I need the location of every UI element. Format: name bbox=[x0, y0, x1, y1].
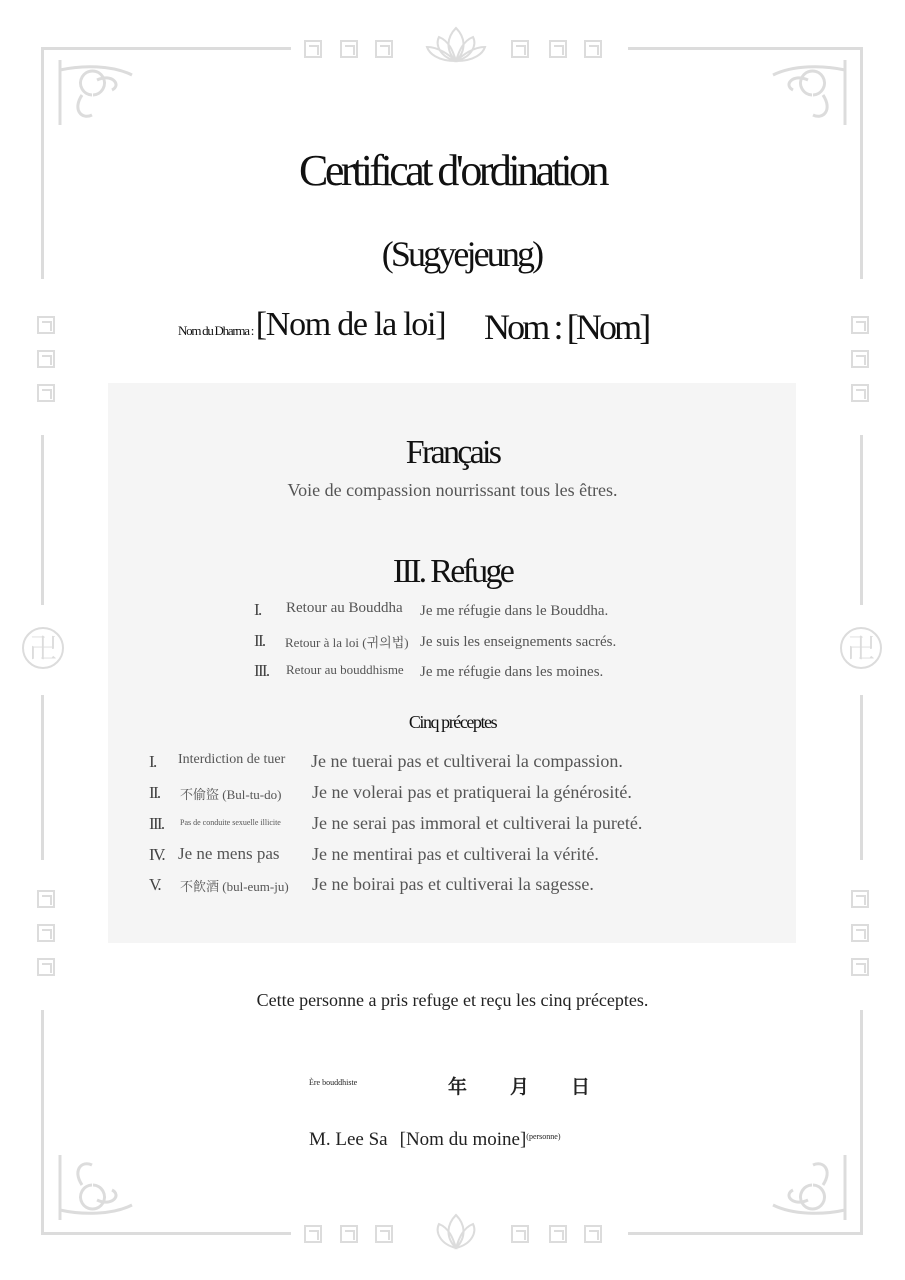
era-label: Ère bouddhiste bbox=[309, 1078, 358, 1087]
name-field bbox=[484, 306, 648, 348]
item-text: Je ne mentirai pas et cultiverai la vérité. bbox=[312, 844, 599, 864]
monk-name[interactable]: [Nom du moine] bbox=[399, 1129, 527, 1150]
item-label: 不飮酒 (bul-eum-ju) bbox=[180, 879, 289, 894]
language-heading: Français bbox=[405, 434, 500, 471]
lotus-icon bbox=[425, 25, 487, 65]
dharma-name-value: [Nom de la loi] bbox=[255, 306, 446, 343]
name-label: Nom : bbox=[484, 307, 561, 347]
meander-icon bbox=[851, 350, 869, 368]
item-label: Retour au bouddhisme bbox=[286, 662, 404, 677]
meander-icon bbox=[304, 1225, 322, 1243]
meander-icon bbox=[37, 890, 55, 908]
name-value: [Nom] bbox=[566, 307, 649, 347]
meander-icon bbox=[851, 316, 869, 334]
item-number: IV. bbox=[149, 845, 164, 864]
meander-icon bbox=[37, 958, 55, 976]
meander-icon bbox=[37, 924, 55, 942]
item-label: Retour au Bouddha bbox=[286, 600, 403, 616]
dharma-name-field bbox=[178, 306, 445, 346]
meander-icon bbox=[851, 890, 869, 908]
certificate-subtitle: (Sugyejeung) bbox=[381, 234, 542, 274]
year-field[interactable]: 年 bbox=[448, 1077, 468, 1098]
refuge-heading: III. Refuge bbox=[392, 553, 513, 590]
item-number: III. bbox=[254, 661, 269, 680]
meander-icon bbox=[549, 40, 567, 58]
signature-line bbox=[309, 1129, 561, 1151]
corner-ornament-icon bbox=[52, 55, 137, 130]
manji-symbol-icon: 卍 bbox=[22, 627, 64, 669]
meander-icon bbox=[851, 958, 869, 976]
item-label: Retour à la loi (귀의법) bbox=[285, 635, 409, 650]
meander-icon bbox=[37, 384, 55, 402]
manji-symbol-icon: 卍 bbox=[840, 627, 882, 669]
item-label: 不偷盜 (Bul-tu-do) bbox=[180, 787, 282, 802]
item-text: Je suis les enseignements sacrés. bbox=[420, 634, 617, 650]
corner-ornament-icon bbox=[52, 1150, 137, 1225]
item-label: Interdiction de tuer bbox=[178, 752, 286, 767]
item-label: Pas de conduite sexuelle illicite bbox=[180, 818, 281, 827]
item-number: III. bbox=[149, 814, 164, 833]
item-label: Je ne mens pas bbox=[178, 844, 280, 863]
signature-suffix: (personne) bbox=[526, 1132, 561, 1141]
meander-icon bbox=[511, 40, 529, 58]
item-number: I. bbox=[149, 752, 156, 771]
item-text: Je me réfugie dans le Bouddha. bbox=[420, 603, 609, 619]
corner-ornament-icon bbox=[768, 1150, 853, 1225]
lotus-icon bbox=[425, 1212, 487, 1252]
meander-icon bbox=[375, 40, 393, 58]
meander-icon bbox=[37, 316, 55, 334]
statement: Cette personne a pris refuge et reçu les cinq préceptes. bbox=[256, 990, 649, 1010]
item-text: Je ne tuerai pas et cultiverai la compassion. bbox=[311, 751, 623, 771]
meander-icon bbox=[584, 40, 602, 58]
meander-icon bbox=[584, 1225, 602, 1243]
month-field[interactable]: 月 bbox=[510, 1077, 530, 1098]
dharma-name-label: Nom du Dharma : bbox=[178, 323, 254, 338]
meander-icon bbox=[375, 1225, 393, 1243]
day-field[interactable]: 日 bbox=[571, 1077, 591, 1098]
item-text: Je ne boirai pas et cultiverai la sagesse. bbox=[312, 874, 594, 894]
meander-icon bbox=[340, 40, 358, 58]
motto: Voie de compassion nourrissant tous les êtres. bbox=[287, 480, 618, 500]
precepts-heading: Cinq préceptes bbox=[408, 712, 497, 732]
meander-icon bbox=[340, 1225, 358, 1243]
item-number: V. bbox=[149, 875, 160, 894]
item-number: I. bbox=[254, 600, 261, 619]
item-text: Je ne serai pas immoral et cultiverai la pureté. bbox=[312, 813, 643, 833]
meander-icon bbox=[304, 40, 322, 58]
item-number: II. bbox=[149, 783, 160, 802]
item-text: Je ne volerai pas et pratiquerai la générosité. bbox=[312, 782, 632, 802]
meander-icon bbox=[851, 924, 869, 942]
meander-icon bbox=[851, 384, 869, 402]
meander-icon bbox=[511, 1225, 529, 1243]
item-number: II. bbox=[254, 631, 265, 650]
meander-icon bbox=[37, 350, 55, 368]
meander-icon bbox=[549, 1225, 567, 1243]
corner-ornament-icon bbox=[768, 55, 853, 130]
item-text: Je me réfugie dans les moines. bbox=[420, 664, 604, 680]
signature-prefix: M. Lee Sa bbox=[309, 1129, 388, 1150]
certificate-title: Certificat d'ordination bbox=[299, 146, 606, 195]
